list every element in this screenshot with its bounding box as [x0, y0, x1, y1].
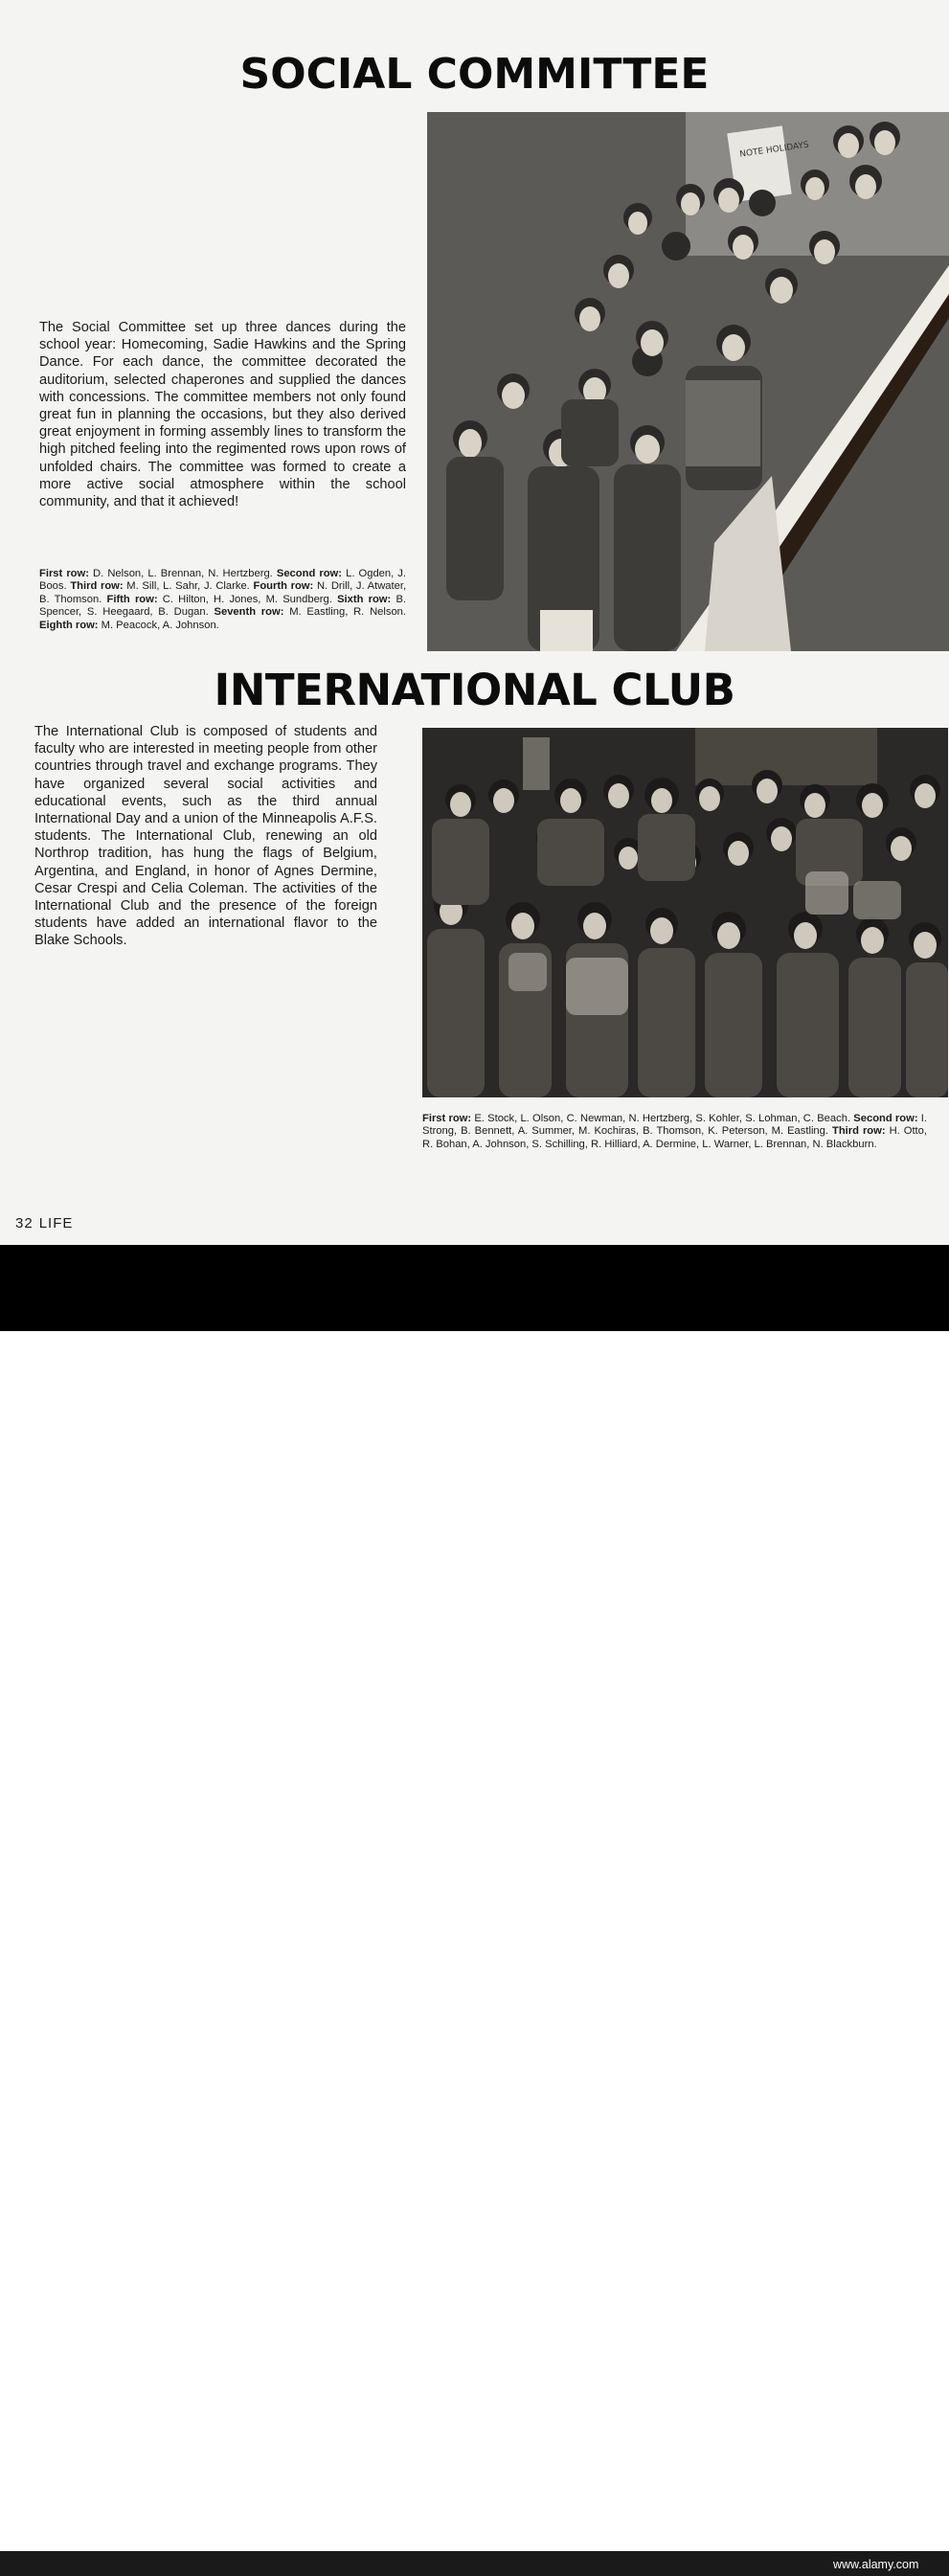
social-committee-caption	[39, 568, 406, 632]
image-id: 3ACKMN2	[855, 2513, 913, 2526]
caption-row-label: Third row:	[831, 1125, 886, 1138]
caption-row-names: C. Hilton, H. Jones, M. Sundberg.	[162, 593, 332, 605]
watermark-strip	[0, 2551, 949, 2576]
staircase-group-illustration	[427, 112, 949, 651]
caption-row-label: Fifth row:	[106, 593, 158, 605]
social-committee-title: SOCIAL COMMITTEE	[239, 50, 710, 99]
caption-row-names: E. Stock, L. Olson, C. Newman, N. Hertzberg, S. Kohler, S. Lohman, C. Beach.	[474, 1113, 851, 1124]
international-club-photo	[422, 728, 948, 1097]
wall-sign-text: NOTE HOLIDAYS	[738, 140, 810, 160]
caption-row-names: M. Sill, L. Sahr, J. Clarke.	[126, 580, 250, 593]
caption-row-label: Sixth row:	[337, 593, 392, 605]
social-committee-body: The Social Committee set up three dances during the school year: Homecoming, Sadie Hawkins and the Spring Dance. For each dance, the committee decorated the auditorium, selected chaperones and supplied the dances with concessions. The committee members not only found great fun in planning the occasions, but they also derived great enjoyment in forming assembly lines to transform the high pitched feeling into the regimented rows upon rows of unfolded chairs. The committee was formed to create a more active social atmosphere within the school community, and that it achieved!	[39, 320, 406, 510]
caption-row-label: First row:	[39, 568, 89, 579]
caption-row-label: Seventh row:	[214, 606, 284, 619]
caption-row-label: Third row:	[70, 580, 124, 593]
caption-row-label: Second row:	[853, 1113, 918, 1124]
caption-row-names: N. Drill, J. Atwater, B. Thomson.	[39, 580, 407, 605]
caption-row-label: Fourth row:	[253, 580, 314, 593]
watermark-url: www.alamy.com	[833, 2558, 919, 2571]
international-club-body: The International Club is composed of students and faculty who are interested in meeting people from other countries through travel and exchange programs. They have organized several social activities and educational events, such as the third annual International Day and a union of the Minneapolis A.F.S. students. The International Club, renewing an old Northrop tradition, has hung the flags of Belgium, Argentina, and England, in honor of Agnes Dermine, Cesar Crespi and Celia Coleman. The activities of the International Club and the presence of the foreign students have added an international flavor to the Blake Schools.	[34, 724, 377, 949]
international-club-caption	[422, 1113, 927, 1151]
caption-row-label: Eighth row:	[39, 619, 99, 631]
watermark-banner	[0, 1245, 949, 2571]
social-committee-photo	[427, 112, 949, 651]
caption-row-names: H. Otto, R. Bohan, A. Johnson, S. Schilling, R. Hilliard, A. Dermine, L. Warner, L. Brennan, N. Blackburn.	[422, 1125, 927, 1150]
yearbook-page	[0, 0, 949, 1245]
caption-row-names: M. Eastling, R. Nelson.	[289, 606, 407, 619]
section-label: LIFE	[38, 1215, 74, 1232]
page-number: 32	[15, 1215, 34, 1232]
caption-row-names: D. Nelson, L. Brennan, N. Hertzberg.	[93, 568, 273, 579]
caption-row-names: B. Spencer, S. Heegaard, B. Dugan.	[39, 593, 407, 619]
caption-row-names: I. Strong, B. Bennett, A. Summer, M. Kochiras, B. Thomson, K. Peterson, M. Eastling.	[422, 1113, 928, 1138]
caption-row-names: L. Ogden, J. Boos.	[39, 568, 407, 593]
page-footer	[15, 1215, 73, 1232]
group-portrait-illustration	[422, 728, 948, 1097]
caption-row-names: M. Peacock, A. Johnson.	[101, 619, 219, 631]
caption-row-label: First row:	[422, 1113, 472, 1124]
caption-row-label: Second row:	[276, 568, 342, 579]
alamy-logo: alamy	[397, 2507, 508, 2545]
international-club-title: INTERNATIONAL CLUB	[214, 665, 735, 715]
